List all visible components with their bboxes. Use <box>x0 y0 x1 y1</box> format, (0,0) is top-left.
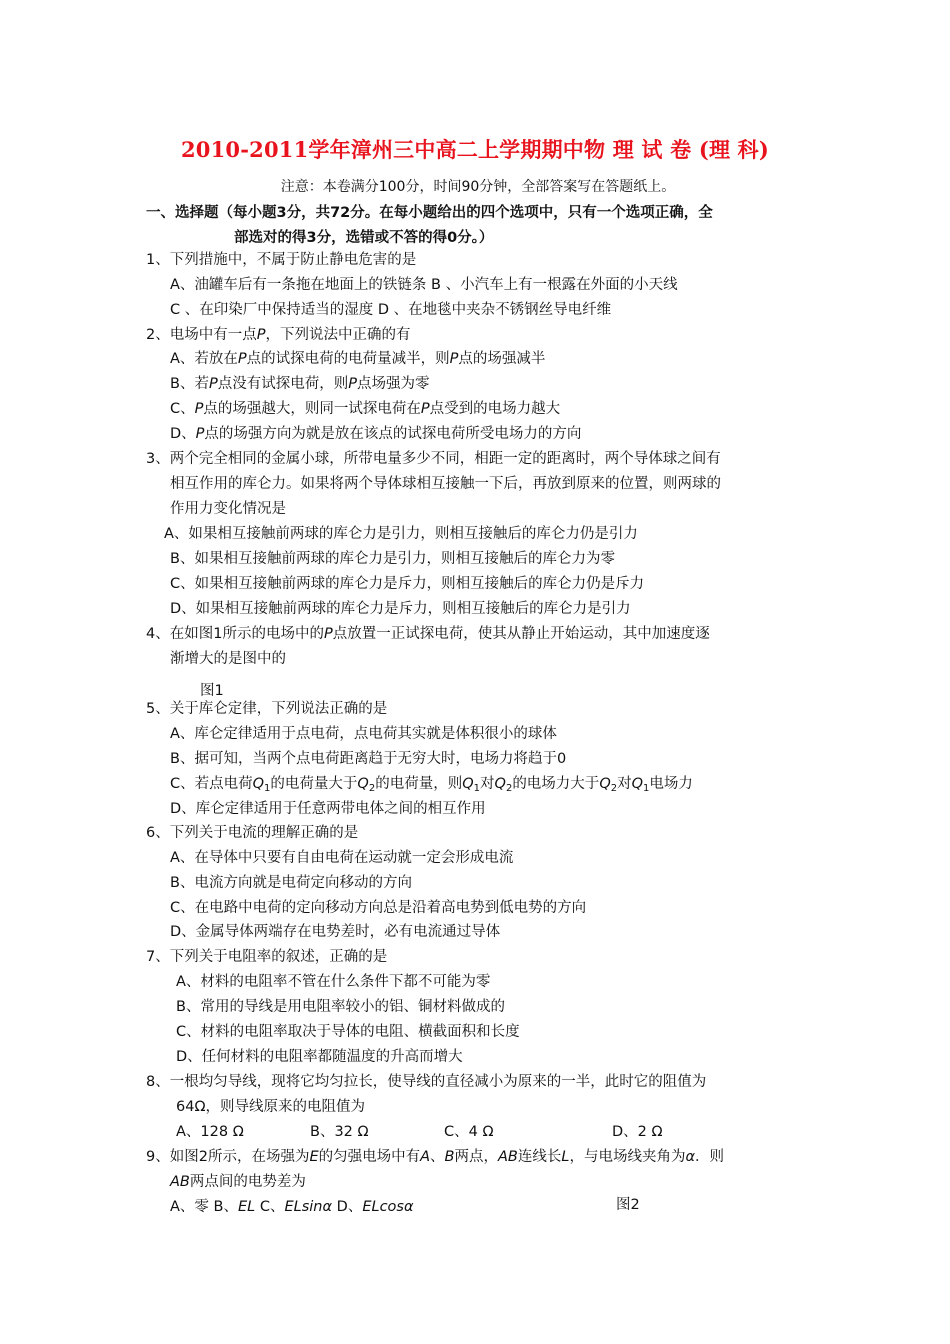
q9-stem-line2: AB两点间的电势差为 <box>170 1174 306 1190</box>
q2-stem: 2、电场中有一点P，下列说法中正确的有 <box>146 327 411 343</box>
q2-option-a: A、若放在P点的试探电荷的电荷量减半，则P点的场强减半 <box>170 351 546 367</box>
q2-option-c: C、P点的场强越大，则同一试探电荷在P点受到的电场力越大 <box>170 401 561 417</box>
q2-option-b: B、若P点没有试探电荷，则P点场强为零 <box>170 376 430 392</box>
q7-option-d: D、任何材料的电阻率都随温度的升高而增大 <box>176 1049 463 1065</box>
q3-stem-line2: 相互作用的库仑力。如果将两个导体球相互接触一下后，再放到原来的位置，则两球的 <box>170 476 721 492</box>
q2-option-d: D、P点的场强方向为就是放在该点的试探电荷所受电场力的方向 <box>170 426 582 442</box>
q8-stem-line1: 8、一根均匀导线，现将它均匀拉长，使导线的直径减小为原来的一半，此时它的阻值为 <box>146 1074 707 1090</box>
q8-option-d: D、2 Ω <box>612 1124 663 1140</box>
q8-option-b: B、32 Ω <box>310 1124 369 1140</box>
exam-title: 2010-2011学年漳州三中高二上学期期中物 理 试 卷 (理 科) <box>180 137 770 162</box>
q5-stem: 5、关于库仑定律，下列说法正确的是 <box>146 701 388 717</box>
q9-options: A、零 B、EL C、ELsinα D、ELcosα <box>170 1199 414 1215</box>
q3-option-b: B、如果相互接触前两球的库仑力是引力，则相互接触后的库仑力为零 <box>170 551 615 567</box>
q5-option-d: D、库仑定律适用于任意两带电体之间的相互作用 <box>170 801 486 817</box>
q7-option-a: A、材料的电阻率不管在什么条件下都不可能为零 <box>176 974 491 990</box>
q3-option-d: D、如果相互接触前两球的库仑力是斥力，则相互接触后的库仑力是引力 <box>170 601 631 617</box>
q3-option-c: C、如果相互接触前两球的库仑力是斥力，则相互接触后的库仑力仍是斥力 <box>170 576 645 592</box>
q6-option-c: C、在电路中电荷的定向移动方向总是沿着高电势到低电势的方向 <box>170 900 587 916</box>
q3-option-a: A、如果相互接触前两球的库仑力是引力，则相互接触后的库仑力仍是引力 <box>164 526 638 542</box>
q8-stem-line2: 64Ω，则导线原来的电阻值为 <box>176 1099 366 1115</box>
figure-1-caption: 图1 <box>200 683 224 699</box>
q7-stem: 7、下列关于电阻率的叙述，正确的是 <box>146 949 388 965</box>
section-heading <box>146 201 816 251</box>
exam-note: 注意：本卷满分100分，时间90分钟，全部答案写在答题纸上。 <box>280 179 676 195</box>
q1-options-cd: C 、在印染厂中保持适当的湿度 D 、在地毯中夹杂不锈钢丝导电纤维 <box>170 302 612 318</box>
q5-option-a: A、库仑定律适用于点电荷，点电荷其实就是体积很小的球体 <box>170 726 557 742</box>
q9-stem-line1: 9、如图2所示，在场强为E的匀强电场中有A、B两点，AB连线长L，与电场线夹角为α．则 <box>146 1149 725 1165</box>
q4-stem-line2: 渐增大的是图中的 <box>170 651 286 667</box>
figure-2-caption: 图2 <box>616 1197 640 1213</box>
section-heading-line2: 部选对的得3分，选错或不答的得0分。） <box>234 230 494 246</box>
q6-stem: 6、下列关于电流的理解正确的是 <box>146 825 359 841</box>
q7-option-c: C、材料的电阻率取决于导体的电阻、横截面积和长度 <box>176 1024 520 1040</box>
q6-option-d: D、金属导体两端存在电势差时，必有电流通过导体 <box>170 924 501 940</box>
q3-stem-line3: 作用力变化情况是 <box>170 501 286 517</box>
q6-option-a: A、在导体中只要有自由电荷在运动就一定会形成电流 <box>170 850 514 866</box>
q1-options-ab: A、油罐车后有一条拖在地面上的铁链条 B 、小汽车上有一根露在外面的小天线 <box>170 277 678 293</box>
q8-option-c: C、4 Ω <box>444 1124 494 1140</box>
section-heading-line1: 一、选择题（每小题3分，共72分。在每小题给出的四个选项中，只有一个选项正确，全 <box>146 205 713 221</box>
q7-option-b: B、常用的导线是用电阻率较小的铝、铜材料做成的 <box>176 999 505 1015</box>
q5-option-b: B、据可知，当两个点电荷距离趋于无穷大时，电场力将趋于0 <box>170 751 567 767</box>
q4-stem-line1: 4、在如图1所示的电场中的P点放置一正试探电荷，使其从静止开始运动，其中加速度逐 <box>146 626 710 642</box>
q6-option-b: B、电流方向就是电荷定向移动的方向 <box>170 875 412 891</box>
q1-stem: 1、下列措施中，不属于防止静电危害的是 <box>146 252 417 268</box>
q8-option-a: A、128 Ω <box>176 1124 244 1140</box>
q3-stem-line1: 3、两个完全相同的金属小球，所带电量多少不同，相距一定的距离时，两个导体球之间有 <box>146 451 721 467</box>
q5-option-c: C、若点电荷$Q_1$的电荷量大于$Q_2$的电荷量，则$Q_1$对$Q_2$的电场力大于$Q_2$对$Q_1$电场力 <box>170 776 693 794</box>
